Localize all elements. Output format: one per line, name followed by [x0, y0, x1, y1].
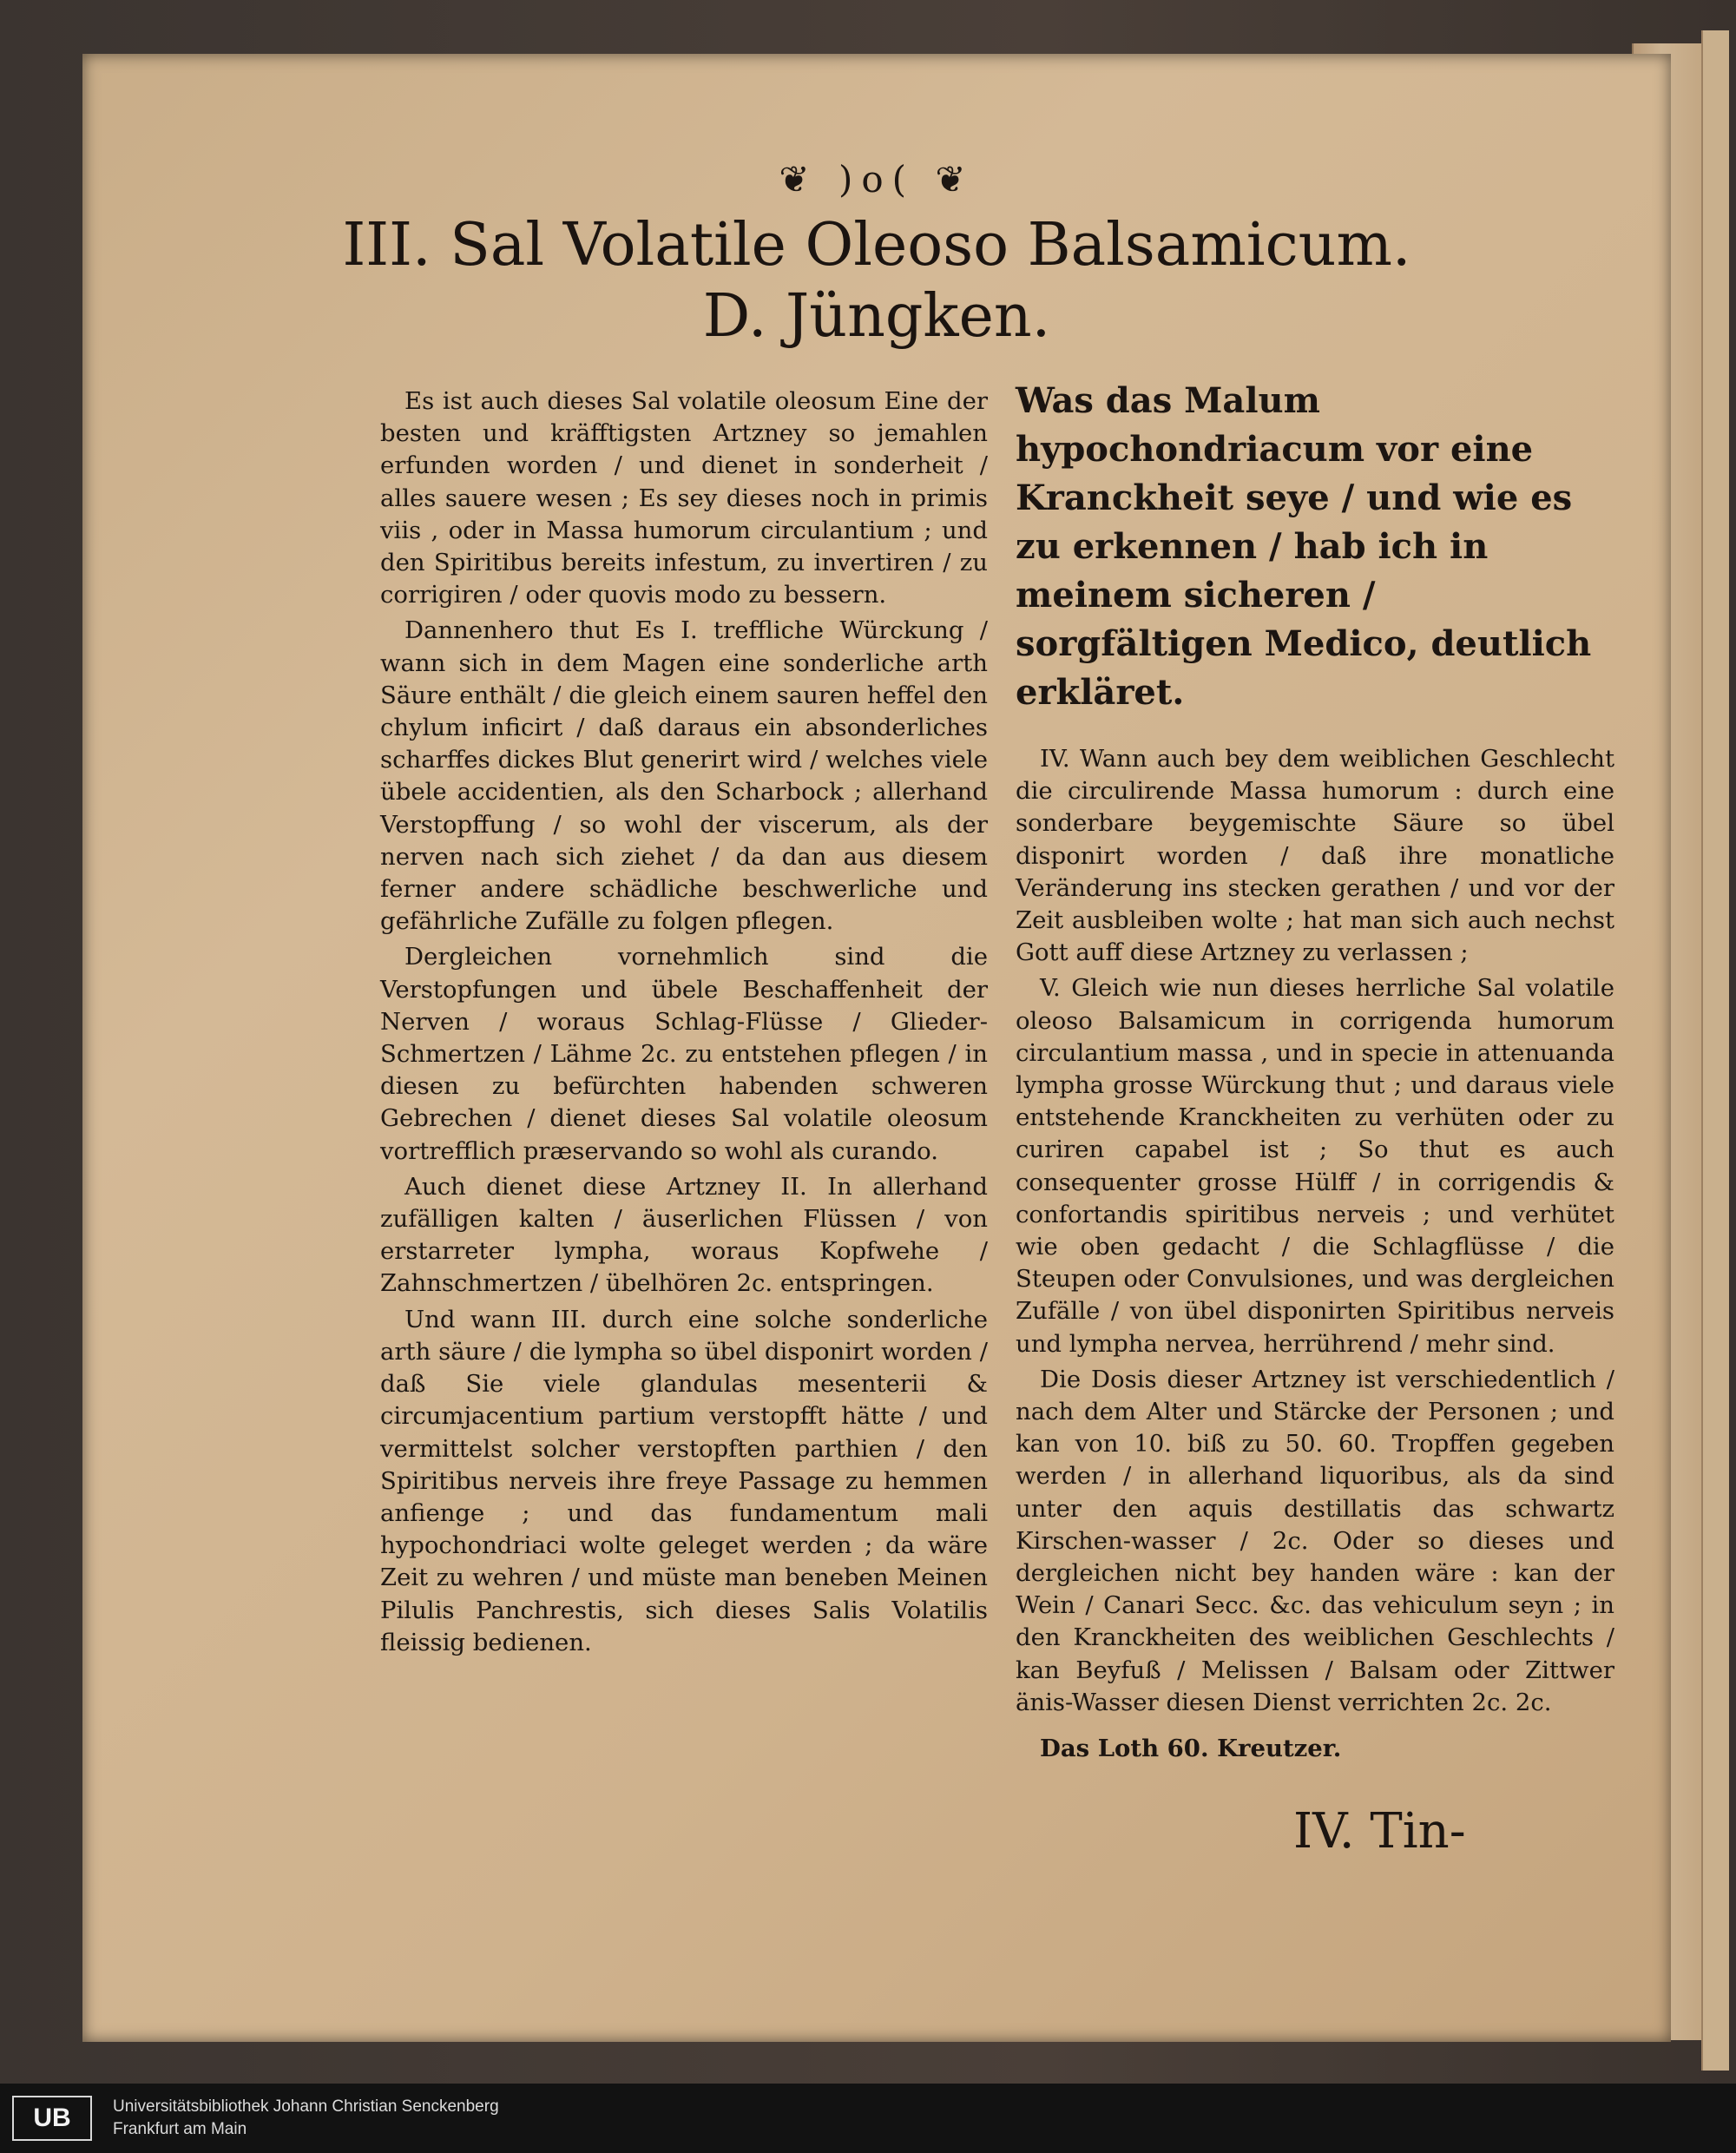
page-edge-strip: [1701, 30, 1729, 2071]
library-name-line1: Universitätsbibliothek Johann Christian Senckenberg: [113, 2097, 499, 2116]
library-logo: UB: [12, 2096, 92, 2141]
left-column: [380, 385, 988, 1662]
paragraph: Und wann III. durch eine solche sonderliche arth säure / die lympha so übel disponirt worden / daß Sie viele glandulas mesenterii & circumjacentium partium verstopfft hätte / und vermittelst solcher verstopften parthien / den Spiritibus nerveis ihre freye Passage zu hemmen anfienge ; und das fundamentum mali hypochondriaci wolte geleget werden ; da wäre Zeit zu wehren / und müste man beneben Meinen Pilulis Panchrestis, sich dieses Salis Volatilis fleissig bedienen.: [380, 1305, 988, 1656]
paragraph: Auch dienet diese Artzney II. In allerhand zufälligen kalten / äuserlichen Flüssen / von erstarreter lympha, woraus Kopfwehe / Zahnschmertzen / übelhören 2c. entspringen.: [380, 1172, 988, 1298]
paragraph: Es ist auch dieses Sal volatile oleosum Eine der besten und kräfftigsten Artzney so jemahlen erfunden worden / und dienet in sonderheit / alles sauere wesen ; Es sey dieses noch in primis viis , oder in Massa humorum circulantium ; und den Spiritibus bereits infestum, zu invertiren / zu corrigiren / oder quovis modo zu bessern.: [380, 387, 988, 609]
paragraph: V. Gleich wie nun dieses herrliche Sal volatile oleoso Balsamicum in corrigenda humorum circulantium massa , und in specie in attenuanda lympha grosse Würckung thut ; und daraus viele entstehende Kranckheiten zu verhüten oder zu curiren capabel ist ; So thut es auch consequenter grosse Hülff / in corrigendis & confortandis spiritibus nerveis ; und verhütet wie oben gedacht / die Schlagflüsse / die Steupen oder Convulsiones, und was dergleichen Zufälle / von übel disponirten Spiritibus nerveis und lympha nervea, herrührend / mehr sind.: [1016, 974, 1614, 1358]
paragraph: Dannenhero thut Es I. treffliche Würckung / wann sich in dem Magen eine sonderliche arth Säure enthält / die gleich einem sauren heffel den chylum inficirt / daß daraus ein absonderliches scharffes dickes Blut generirt wird / welches viele übele accidentien, als den Scharbock ; allerhand Verstopffung / so wohl der viscerum, als der nerven nach sich ziehet / da dan aus diesem ferner andere schädliche beschwerliche und gefährliche Zufälle zu folgen pflegen.: [380, 616, 988, 936]
library-footer: [0, 2084, 1736, 2153]
section-heading: Was das Malum hypochondriacum vor eine Kranckheit seye / und wie es zu erkennen / hab ich in meinem sicheren / sorgfältigen Medico, deutlich erkläret.: [1016, 380, 1592, 713]
paragraph: Dergleichen vornehmlich sind die Verstopfungen und übele Beschaffenheit der Nerven / woraus Schlag-Flüsse / Glieder-Schmertzen / Lähme 2c. zu entstehen pflegen / in diesen zu befürchten habenden schweren Gebrechen / dienet dieses Sal volatile oleosum vortrefflich præservando so wohl als curando.: [380, 943, 988, 1165]
right-column: [1016, 377, 1614, 1768]
header-ornament: ❦ )o( ❦: [779, 158, 975, 201]
catchword: IV. Tin-: [1293, 1803, 1466, 1860]
library-name: [113, 2096, 499, 2141]
document-page: [82, 54, 1671, 2042]
page-author: D. Jüngken.: [702, 282, 1051, 351]
paragraph: Die Dosis dieser Artzney ist verschiedentlich / nach dem Alter und Stärcke der Personen ; und kan von 10. biß zu 50. 60. Tropffen gegeben werden / in allerhand liquoribus, als da sind unter den aquis destillatis das schwartz Kirschen-wasser / 2c. Oder so dieses und dergleichen nicht bey handen wäre : kan der Wein / Canari Secc. &c. das vehiculum seyn ; in den Kranckheiten des weiblichen Geschlechts / kan Beyfuß / Melissen / Balsam oder Zittwer änis-Wasser diesen Dienst verrichten 2c. 2c.: [1016, 1365, 1614, 1716]
page-title: III. Sal Volatile Oleoso Balsamicum.: [342, 211, 1411, 280]
price-line: Das Loth 60. Kreutzer.: [1040, 1735, 1342, 1763]
paragraph: IV. Wann auch bey dem weiblichen Geschlecht die circulirende Massa humorum : durch eine sonderbare beygemischte Säure so übel disponirt worden / daß ihre monatliche Veränderung ins stecken gerathen / und vor der Zeit ausbleiben wolte ; hat man sich auch nechst Gott auff diese Artzney zu verlassen ;: [1016, 745, 1614, 967]
library-name-line2: Frankfurt am Main: [113, 2120, 247, 2138]
